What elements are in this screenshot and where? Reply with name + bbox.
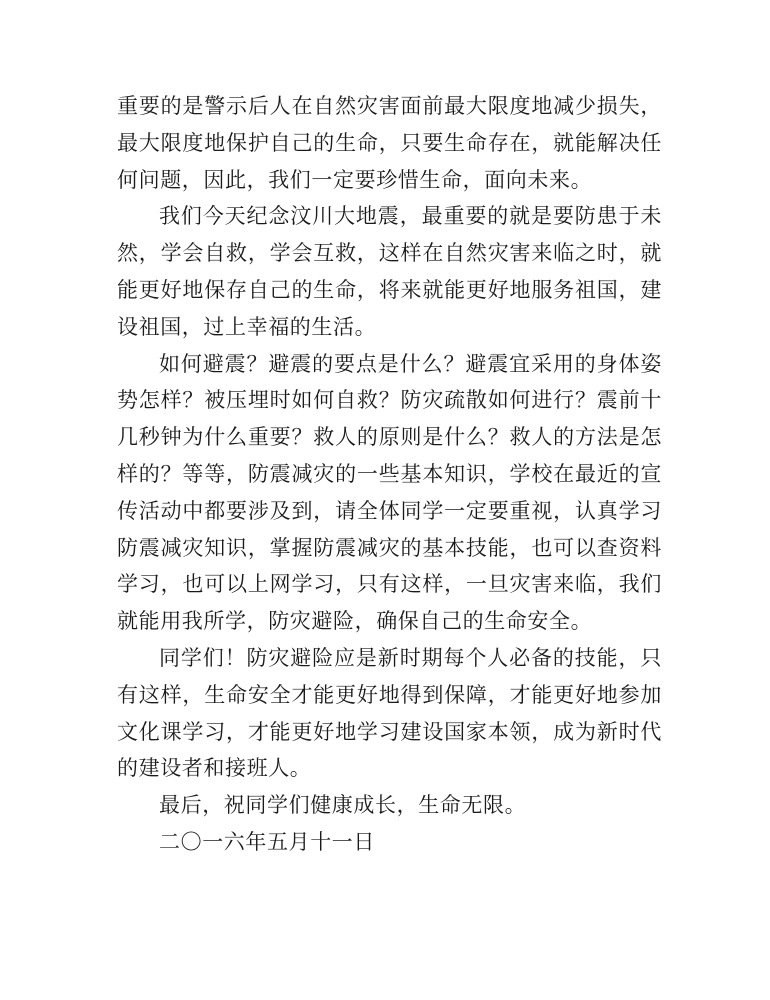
- paragraph-commemoration: 我们今天纪念汶川大地震，最重要的就是要防患于未然，学会自救，学会互救，这样在自然灾害来临之时，就能更好地保存自己的生命，将来就能更好地服务祖国，建设祖国，过上幸福的生活。: [117, 204, 662, 339]
- paragraph-earthquake-knowledge: 如何避震？避震的要点是什么？避震宜采用的身体姿势怎样？被压埋时如何自救？防灾疏散如何进行？震前十几秒钟为什么重要？救人的原则是什么？救人的方法是怎样的？等等，防震减灾的一些基本知识，学校在最近的宣传活动中都要涉及到，请全体同学一定要重视，认真学习防震减灾知识，掌握防震减灾的基本技能，也可以查资料学习，也可以上网学习，只有这样，一旦灾害来临，我们就能用我所学，防灾避险，确保自己的生命安全。: [117, 351, 662, 634]
- document-date: 二〇一六年五月十一日: [159, 829, 375, 854]
- paragraph-closing: 最后，祝同学们健康成长，生命无限。: [159, 793, 527, 818]
- paragraph-appeal: 同学们！防灾避险应是新时期每个人必备的技能，只有这样，生命安全才能更好地得到保障，才能更好地参加文化课学习，才能更好地学习建设国家本领，成为新时代的建设者和接班人。: [117, 645, 662, 781]
- paragraph-continuation: 重要的是警示后人在自然灾害面前最大限度地减少损失，最大限度地保护自己的生命，只要生命存在，就能解决任何问题，因此，我们一定要珍惜生命，面向未来。: [117, 94, 662, 192]
- document-body: [117, 88, 662, 861]
